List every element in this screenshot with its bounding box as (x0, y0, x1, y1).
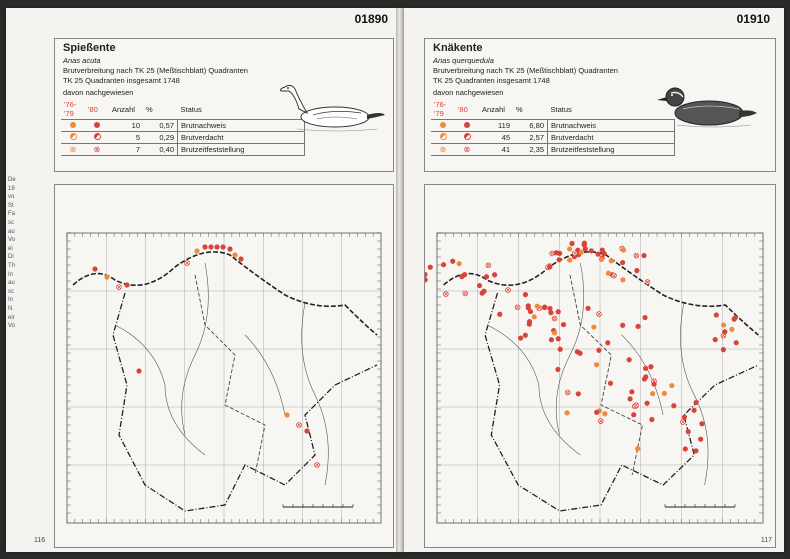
count-cell: 10 (109, 120, 143, 132)
margin-text-fragment: eir (8, 314, 15, 321)
breeding-proof-record (722, 329, 727, 334)
breeding-proof-record (481, 289, 486, 294)
breeding-proof-record (594, 410, 599, 415)
status-cell: Brutzeitfeststellung (178, 144, 305, 156)
breeding-suspected-record (609, 258, 614, 263)
breeding-proof-record (547, 264, 552, 269)
quadrant-total: TK 25 Quadranten insgesamt 1748 (63, 76, 180, 85)
breeding-proof-record (682, 415, 687, 420)
breeding-proof-record (693, 400, 698, 405)
breeding-suspected-symbol-icon (455, 132, 479, 144)
breeding-suspected-record (194, 248, 199, 253)
pintail-duck-illustration-icon (277, 79, 387, 135)
breeding-suspected-record (620, 277, 625, 282)
breeding-proof-record (620, 323, 625, 328)
breeding-proof-record (227, 246, 232, 251)
breeding-proof-record (425, 277, 428, 282)
state-boundary (113, 293, 377, 511)
breeding-proof-record (721, 347, 726, 352)
table-row (61, 120, 305, 132)
coastline (73, 252, 377, 335)
breeding-proof-record (620, 260, 625, 265)
breeding-season-symbol-icon: ⊗ (431, 144, 455, 156)
breeding-suspected-record (535, 304, 540, 309)
breeding-suspected-record (602, 411, 607, 416)
percent-cell: 2,35 (513, 144, 548, 156)
breeding-proof-record (733, 315, 738, 320)
status-cell: Brutverdacht (548, 132, 675, 144)
column-header-percent: % (146, 104, 153, 114)
breeding-proof-record (523, 292, 528, 297)
breeding-proof-record (627, 357, 632, 362)
column-header-76-79: '76-'79 (64, 100, 77, 118)
column-header-status: Status (550, 104, 572, 114)
breeding-suspected-record (104, 274, 109, 279)
species-name: Knäkente (433, 42, 483, 54)
breeding-proof-record (555, 367, 560, 372)
river (115, 325, 205, 455)
breeding-proof-record (238, 256, 243, 261)
breeding-suspected-record (599, 257, 604, 262)
breeding-proof-record (136, 368, 141, 373)
breeding-proof-record (649, 417, 654, 422)
margin-text-fragment: N (8, 305, 13, 312)
quadrant-total: TK 25 Quadranten insgesamt 1748 (433, 76, 550, 85)
breeding-proof-record (642, 315, 647, 320)
breeding-proof-record (671, 403, 676, 408)
detected-label: davon nachgewiesen (433, 88, 504, 97)
breeding-proof-symbol-icon (455, 120, 479, 132)
breeding-suspected-record (232, 252, 237, 257)
breeding-proof-record (634, 268, 639, 273)
district-boundary (570, 275, 642, 475)
breeding-proof-record (548, 310, 553, 315)
breeding-proof-record (631, 412, 636, 417)
breeding-proof-record (644, 401, 649, 406)
breeding-season-symbol-icon: ⊗ (455, 144, 479, 156)
breeding-proof-record (220, 244, 225, 249)
breeding-proof-record (92, 266, 97, 271)
table-row (61, 144, 305, 156)
page-number: 117 (760, 537, 772, 544)
percent-cell: 0,40 (143, 144, 178, 156)
table-header-row (61, 99, 305, 120)
distribution-map (54, 184, 394, 548)
breeding-proof-record (648, 364, 653, 369)
status-cell: Brutnachweis (548, 120, 675, 132)
breeding-proof-record (686, 429, 691, 434)
breeding-proof-record (208, 244, 213, 249)
breeding-suspected-record (567, 246, 572, 251)
status-cell: Brutverdacht (178, 132, 305, 144)
column-header-80: '80 (458, 104, 468, 114)
breeding-proof-record (692, 408, 697, 413)
breeding-proof-record (425, 272, 428, 277)
breeding-proof-record (643, 366, 648, 371)
breeding-proof-record (734, 340, 739, 345)
margin-text-fragment: In (8, 271, 14, 278)
breeding-suspected-symbol-icon (85, 132, 109, 144)
table-row (61, 132, 305, 144)
breeding-proof-record (428, 265, 433, 270)
breeding-proof-record (477, 283, 482, 288)
count-cell: 7 (109, 144, 143, 156)
margin-text-fragment: St (8, 202, 14, 209)
margin-text-fragment: In (8, 297, 14, 304)
margin-text-fragment: sc (8, 219, 14, 226)
distribution-description: Brutverbreitung nach TK 25 (Meßtischblatt) Quadranten (63, 66, 248, 75)
breeding-proof-record (214, 244, 219, 249)
river (680, 303, 708, 485)
status-table (61, 99, 305, 156)
margin-text-fragments (8, 176, 20, 331)
breeding-suspected-record (721, 322, 726, 327)
count-cell: 45 (479, 132, 513, 144)
breeding-proof-symbol-icon (61, 120, 85, 132)
breeding-proof-record (557, 257, 562, 262)
breeding-suspected-record (650, 391, 655, 396)
breeding-suspected-record (284, 412, 289, 417)
breeding-suspected-symbol-icon (431, 132, 455, 144)
breeding-suspected-record (564, 410, 569, 415)
river (245, 335, 285, 415)
breeding-proof-record (484, 274, 489, 279)
breeding-proof-record (683, 446, 688, 451)
river (302, 303, 329, 485)
column-header-status: Status (180, 104, 202, 114)
species-info-box (54, 38, 394, 172)
breeding-proof-record (523, 333, 528, 338)
margin-text-fragment: 19 (8, 185, 15, 192)
distribution-description: Brutverbreitung nach TK 25 (Meßtischblatt) Quadranten (433, 66, 618, 75)
breeding-proof-record (641, 253, 646, 258)
breeding-suspected-record (669, 383, 674, 388)
breeding-suspected-record (729, 327, 734, 332)
status-table (431, 99, 675, 156)
breeding-suspected-record (594, 362, 599, 367)
count-cell: 119 (479, 120, 513, 132)
margin-text-fragment: au (8, 228, 15, 235)
breeding-proof-record (202, 244, 207, 249)
table-row (431, 144, 675, 156)
garganey-duck-illustration-icon (653, 79, 763, 135)
breeding-proof-record (558, 347, 563, 352)
percent-cell: 2,57 (513, 132, 548, 144)
breeding-proof-record (556, 336, 561, 341)
page-number: 116 (34, 537, 46, 544)
margin-text-fragment: ei (8, 245, 13, 252)
breeding-proof-record (608, 381, 613, 386)
margin-text-fragment: au (8, 280, 15, 287)
breeding-proof-record (698, 437, 703, 442)
table-row (431, 132, 675, 144)
breeding-proof-record (462, 272, 467, 277)
breeding-proof-record (576, 391, 581, 396)
breeding-proof-record (713, 337, 718, 342)
breeding-proof-record (497, 312, 502, 317)
breeding-proof-record (589, 248, 594, 253)
breeding-proof-record (605, 340, 610, 345)
breeding-suspected-record (579, 250, 584, 255)
breeding-proof-record (441, 262, 446, 267)
breeding-season-symbol-icon: ⊗ (85, 144, 109, 156)
map-svg (55, 185, 393, 547)
column-header-anzahl: Anzahl (112, 104, 135, 114)
breeding-suspected-record (567, 257, 572, 262)
breeding-proof-record (595, 252, 600, 257)
right-page (404, 8, 784, 552)
breeding-suspected-record (457, 261, 462, 266)
breeding-proof-record (693, 448, 698, 453)
river (622, 335, 663, 415)
column-header-anzahl: Anzahl (482, 104, 505, 114)
breeding-proof-record (492, 272, 497, 277)
breeding-suspected-symbol-icon (61, 132, 85, 144)
breeding-proof-record (561, 322, 566, 327)
percent-cell: 6,80 (513, 120, 548, 132)
breeding-proof-record (627, 396, 632, 401)
breeding-proof-record (582, 242, 587, 247)
book-gutter (396, 8, 404, 552)
margin-text-fragment: De (8, 177, 16, 183)
breeding-suspected-record (591, 324, 596, 329)
breeding-proof-record (714, 312, 719, 317)
breeding-proof-record (518, 335, 523, 340)
breeding-proof-record (596, 348, 601, 353)
breeding-proof-record (699, 421, 704, 426)
breeding-suspected-record (606, 271, 611, 276)
breeding-proof-record (124, 282, 129, 287)
breeding-season-symbol-icon: ⊗ (61, 144, 85, 156)
breeding-suspected-record (635, 446, 640, 451)
breeding-proof-record (642, 376, 647, 381)
breeding-proof-record (542, 305, 547, 310)
breeding-proof-symbol-icon (85, 120, 109, 132)
breeding-suspected-record (621, 247, 626, 252)
column-header-80: '80 (88, 104, 98, 114)
breeding-proof-record (527, 319, 532, 324)
breeding-proof-record (549, 337, 554, 342)
breeding-suspected-record (532, 314, 537, 319)
margin-text-fragment: Vo (8, 237, 16, 244)
margin-text-fragment: Fa (8, 211, 16, 218)
breeding-suspected-record (552, 330, 557, 335)
breeding-proof-record (304, 428, 309, 433)
margin-text-fragment: Di (8, 254, 14, 261)
breeding-proof-record (556, 309, 561, 314)
detected-label: davon nachgewiesen (63, 88, 134, 97)
breeding-proof-record (450, 259, 455, 264)
breeding-proof-record (569, 241, 574, 246)
page-id: 01890 (354, 12, 388, 26)
breeding-proof-record (585, 306, 590, 311)
species-name: Spießente (63, 42, 116, 54)
column-header-76-79: '76-'79 (434, 100, 447, 118)
breeding-proof-record (600, 247, 605, 252)
margin-text-fragment: sc (8, 288, 14, 295)
latin-name: Anas querquedula (433, 56, 494, 65)
district-boundary (195, 275, 265, 475)
breeding-proof-record (575, 349, 580, 354)
percent-cell: 0,57 (143, 120, 178, 132)
breeding-proof-record (629, 389, 634, 394)
status-cell: Brutzeitfeststellung (548, 144, 675, 156)
percent-cell: 0,29 (143, 132, 178, 144)
map-svg (425, 185, 775, 547)
breeding-proof-record (554, 250, 559, 255)
margin-text-fragment: Vo (8, 323, 16, 330)
breeding-proof-record (651, 381, 656, 386)
count-cell: 5 (109, 132, 143, 144)
table-header-row (431, 99, 675, 120)
margin-text-fragment: vo (8, 194, 15, 201)
table-row (431, 120, 675, 132)
breeding-proof-record (635, 324, 640, 329)
count-cell: 41 (479, 144, 513, 156)
left-page (6, 8, 396, 552)
breeding-proof-record (526, 305, 531, 310)
page-id: 01910 (736, 12, 770, 26)
breeding-suspected-record (662, 391, 667, 396)
breeding-proof-symbol-icon (431, 120, 455, 132)
margin-text-fragment: Th (8, 262, 16, 269)
column-header-percent: % (516, 104, 523, 114)
status-cell: Brutnachweis (178, 120, 305, 132)
latin-name: Anas acuta (63, 56, 101, 65)
species-info-box (424, 38, 776, 172)
distribution-map (424, 184, 776, 548)
